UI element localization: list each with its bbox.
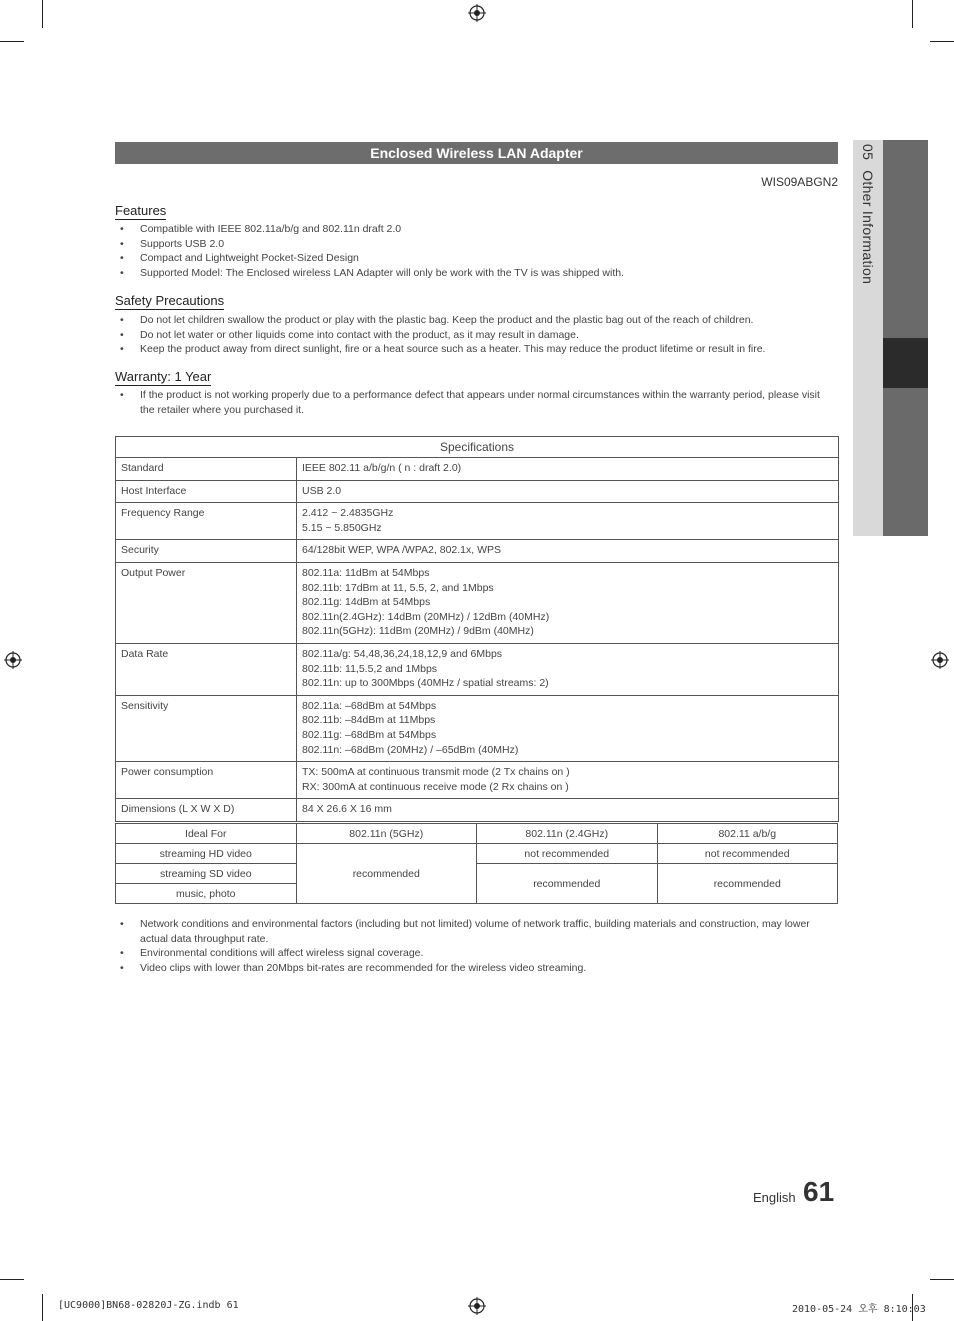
spec-key: Power consumption — [116, 762, 297, 799]
spec-value: 2.412 ~ 2.4835GHz 5.15 ~ 5.850GHz — [297, 503, 839, 540]
table-row — [116, 762, 839, 799]
table-cell: recommended — [477, 864, 658, 904]
list-item: • Supported Model: The Enclosed wireless LAN Adapter will only be work with the TV is was shipped with. — [115, 266, 835, 281]
table-header: 802.11n (5GHz) — [296, 824, 477, 844]
ideal-for-table — [115, 823, 838, 904]
features-list — [115, 222, 835, 280]
spec-key: Host Interface — [116, 480, 297, 503]
table-cell: recommended — [657, 864, 838, 904]
list-item: • Network conditions and environmental factors (including but not limited) volume of network traffic, building materials and construction, may lower actual data throughput rate. — [115, 917, 835, 946]
features-heading: Features — [115, 203, 167, 218]
spec-value: 802.11a: 11dBm at 54Mbps 802.11b: 17dBm at 11, 5.5, 2, and 1Mbps 802.11g: 14dBm at 54Mbps 802.11n(2.4GHz): 14dBm (20MHz) / 12dBm (40MHz) 802.11n(5GHz): 11dBm (20MHz) / 9dBm (40MHz) — [297, 562, 839, 643]
table-cell: streaming HD video — [116, 844, 297, 864]
notes-list — [115, 917, 835, 975]
spec-key: Dimensions (L X W X D) — [116, 799, 297, 822]
spec-key: Data Rate — [116, 643, 297, 695]
crop-mark — [0, 41, 24, 42]
section-title: Enclosed Wireless LAN Adapter — [115, 142, 838, 164]
table-header: 802.11 a/b/g — [657, 824, 838, 844]
list-item: • If the product is not working properly due to a performance defect that appears under normal circumstances within the warranty period, please visit the retailer where you purchased it. — [115, 388, 835, 417]
chapter-tab-marker — [883, 338, 928, 388]
crop-mark — [930, 41, 954, 42]
spec-value: TX: 500mA at continuous transmit mode (2 Tx chains on ) RX: 300mA at continuous receive mode (2 Rx chains on ) — [297, 762, 839, 799]
list-item: • Do not let children swallow the product or play with the plastic bag. Keep the product and the plastic bag out of the reach of children. — [115, 313, 835, 328]
table-row — [116, 540, 839, 563]
spec-value: 802.11a/g: 54,48,36,24,18,12,9 and 6Mbps 802.11b: 11,5.5,2 and 1Mbps 802.11n: up to 300Mbps (40MHz / spatial streams: 2) — [297, 643, 839, 695]
spec-key: Frequency Range — [116, 503, 297, 540]
footer-language: English — [753, 1190, 796, 1205]
spec-key: Security — [116, 540, 297, 563]
table-row — [116, 695, 839, 761]
list-item: • Compatible with IEEE 802.11a/b/g and 802.11n draft 2.0 — [115, 222, 835, 237]
table-header: 802.11n (2.4GHz) — [477, 824, 658, 844]
list-item: • Compact and Lightweight Pocket-Sized Design — [115, 251, 835, 266]
table-cell: recommended — [296, 844, 477, 904]
crop-mark — [912, 0, 913, 28]
list-item: • Do not let water or other liquids come into contact with the product, as it may result in damage. — [115, 328, 835, 343]
table-row — [116, 643, 839, 695]
table-row — [116, 799, 839, 822]
table-row — [116, 503, 839, 540]
spec-value: 64/128bit WEP, WPA /WPA2, 802.1x, WPS — [297, 540, 839, 563]
safety-heading: Safety Precautions — [115, 293, 225, 308]
spec-key: Output Power — [116, 562, 297, 643]
list-item: • Keep the product away from direct sunlight, fire or a heat source such as a heater. This may reduce the product lifetime or result in fire. — [115, 342, 835, 357]
warranty-heading: Warranty: 1 Year — [115, 369, 212, 384]
registration-mark-icon — [4, 651, 22, 669]
table-row — [116, 864, 838, 884]
model-number: WIS09ABGN2 — [761, 175, 838, 189]
spec-value: IEEE 802.11 a/b/g/n ( n : draft 2.0) — [297, 458, 839, 481]
crop-mark — [0, 1279, 24, 1280]
table-row — [116, 562, 839, 643]
table-header: Ideal For — [116, 824, 297, 844]
print-date: 2010-05-24 오후 8:10:03 — [792, 1304, 926, 1315]
list-item: • Video clips with lower than 20Mbps bit-rates are recommended for the wireless video streaming. — [115, 961, 835, 976]
safety-list — [115, 313, 835, 357]
spec-value: 802.11a: –68dBm at 54Mbps 802.11b: –84dBm at 11Mbps 802.11g: –68dBm at 54Mbps 802.11n: –68dBm (20MHz) / –65dBm (40MHz) — [297, 695, 839, 761]
chapter-tab-label — [860, 144, 876, 284]
table-cell: not recommended — [477, 844, 658, 864]
table-row — [116, 458, 839, 481]
chapter-number: 05 — [860, 144, 876, 161]
specifications-table — [115, 436, 839, 822]
crop-mark — [42, 1294, 43, 1321]
warranty-list — [115, 388, 835, 417]
table-cell: streaming SD video — [116, 864, 297, 884]
table-row — [116, 480, 839, 503]
crop-mark — [930, 1279, 954, 1280]
registration-mark-icon — [468, 4, 486, 22]
spec-value: USB 2.0 — [297, 480, 839, 503]
print-file-info: [UC9000]BN68-02820J-ZG.indb 61 — [58, 1300, 239, 1311]
page-number: 61 — [803, 1176, 835, 1207]
table-row — [116, 844, 838, 864]
list-item: • Environmental conditions will affect wireless signal coverage. — [115, 946, 835, 961]
registration-mark-icon — [931, 651, 949, 669]
registration-mark-icon — [468, 1297, 486, 1315]
table-row — [116, 824, 838, 844]
chapter-title: Other Information — [860, 170, 876, 285]
specifications-header: Specifications — [116, 437, 839, 458]
spec-key: Standard — [116, 458, 297, 481]
spec-key: Sensitivity — [116, 695, 297, 761]
table-cell: music, photo — [116, 884, 297, 904]
table-cell: not recommended — [657, 844, 838, 864]
spec-value: 84 X 26.6 X 16 mm — [297, 799, 839, 822]
crop-mark — [42, 0, 43, 28]
list-item: • Supports USB 2.0 — [115, 237, 835, 252]
